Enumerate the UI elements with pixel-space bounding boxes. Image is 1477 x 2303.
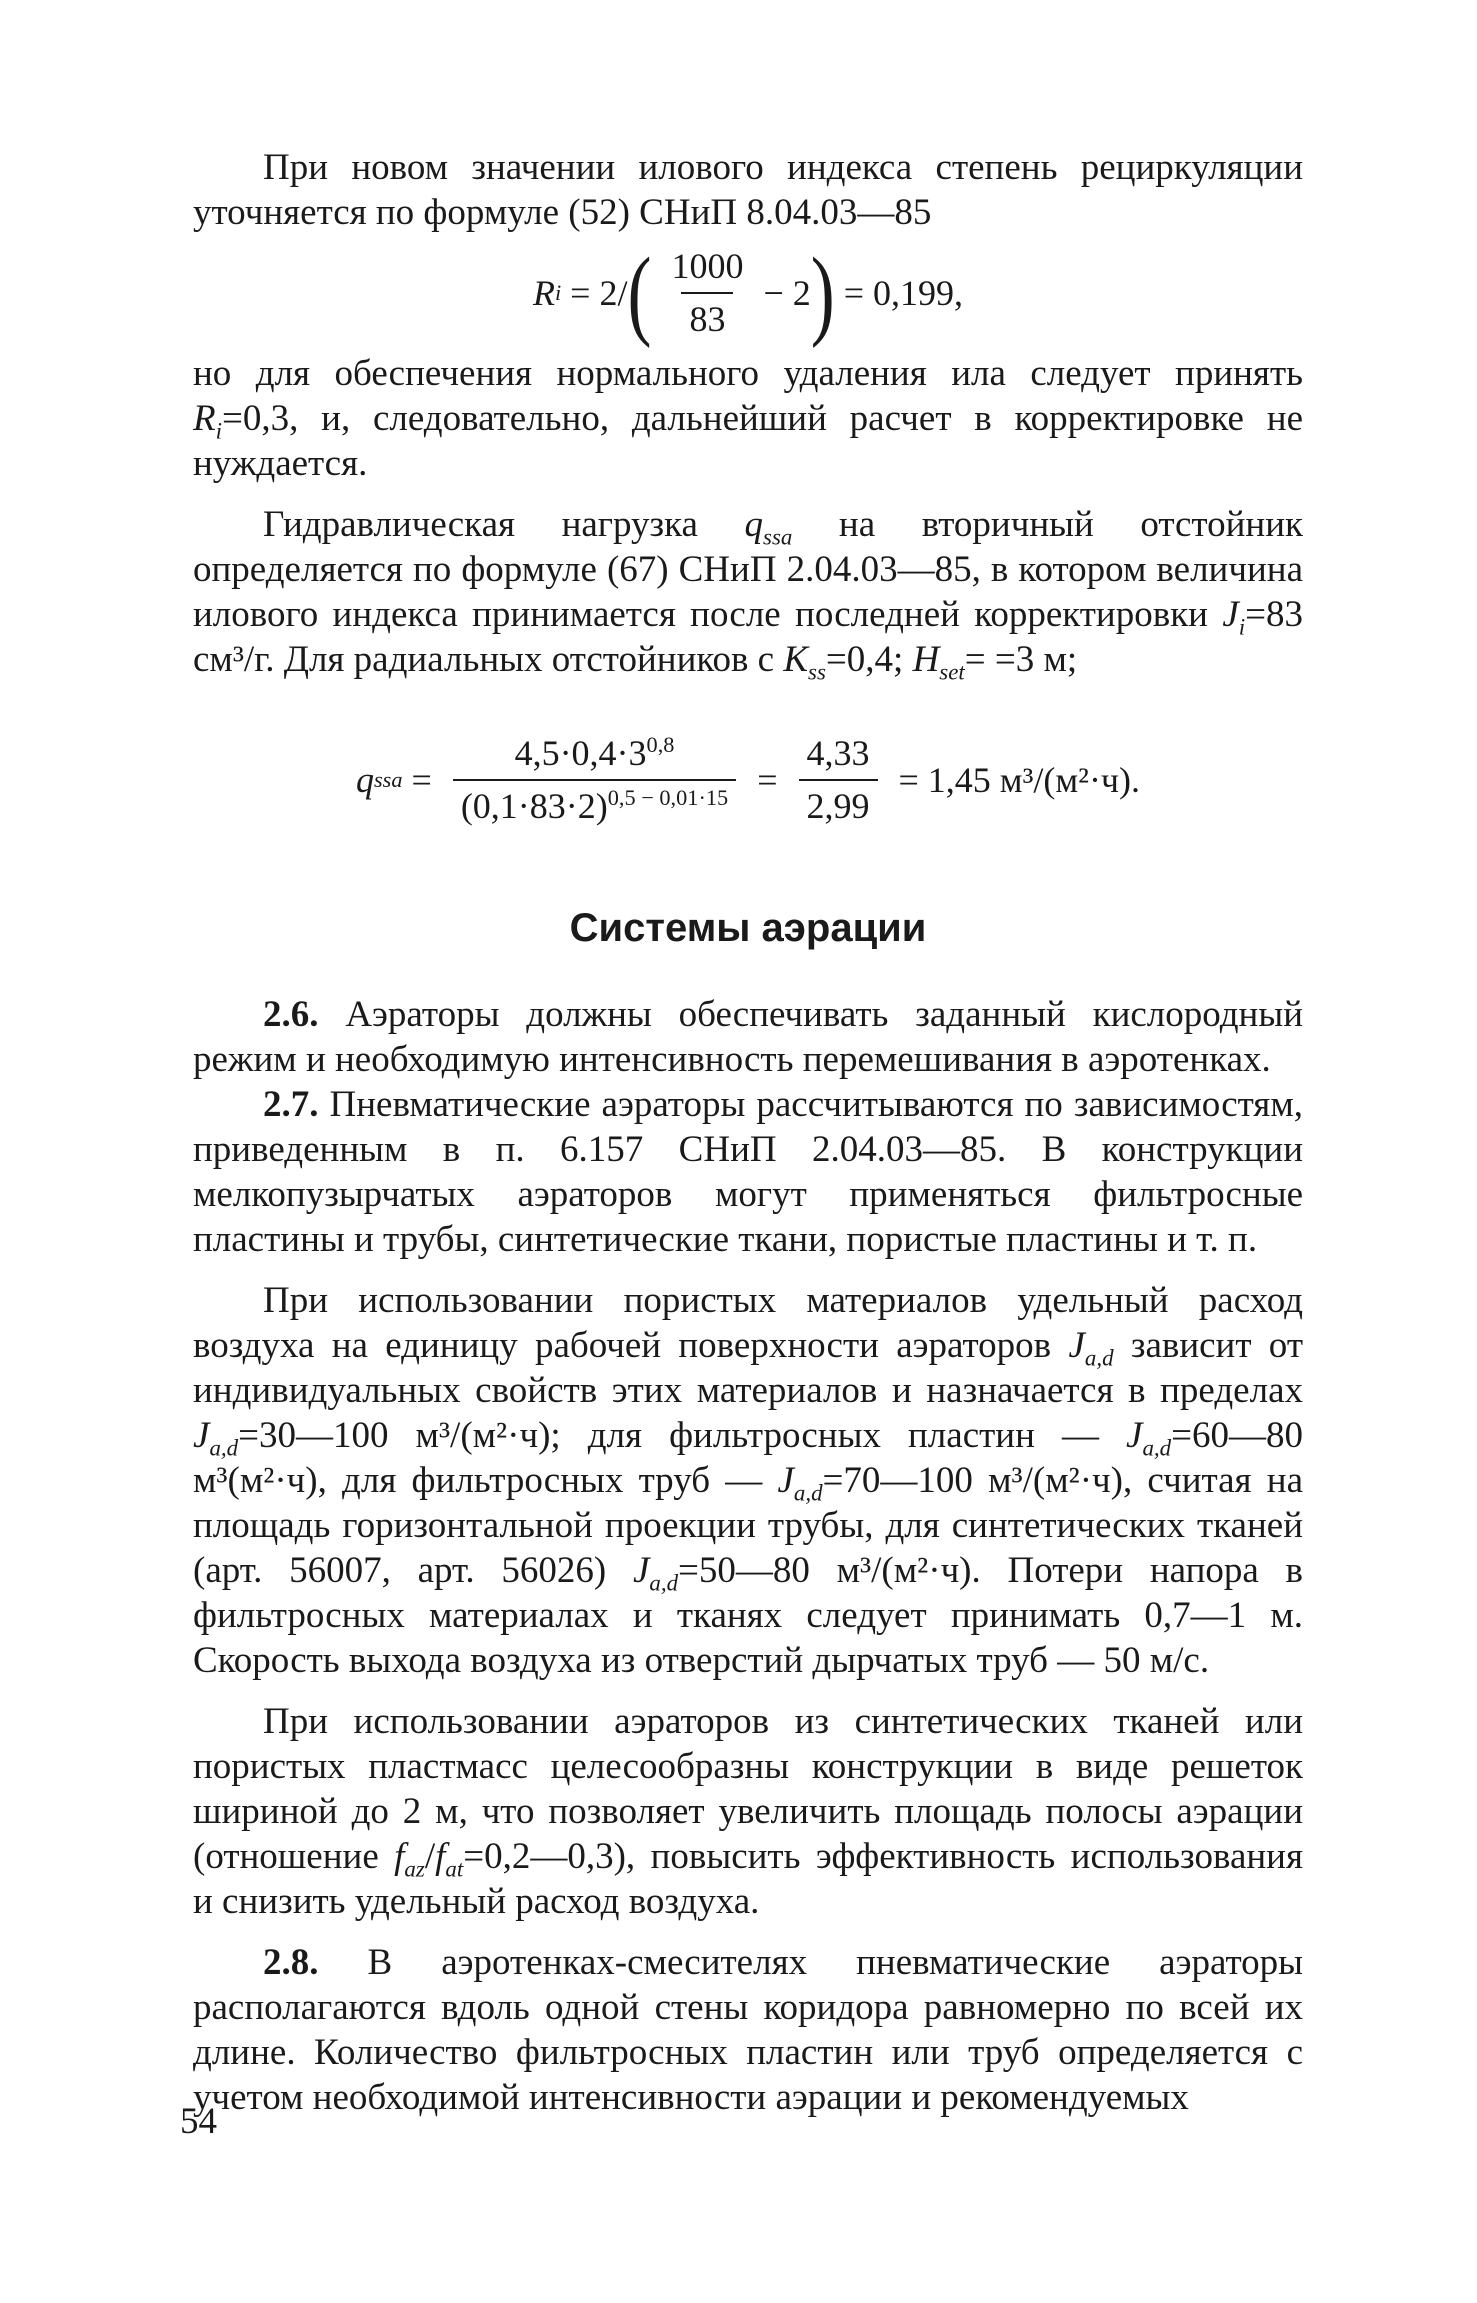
clause-number: 2.6.	[263, 994, 319, 1035]
symbol: a,d	[649, 1570, 679, 1596]
text: =60—80 м³(м²·ч), для фильтросных труб —	[193, 1415, 1303, 1501]
page-body	[193, 145, 1303, 2120]
symbol: f	[394, 1836, 405, 1877]
text: =0,2—0,3), повысить эффективность использования и снизить удельный расход воздуха.	[193, 1836, 1303, 1922]
formula-result: = 0,199,	[834, 272, 964, 313]
text: =30—100 м³/(м²·ч); для фильтросных пластин —	[238, 1415, 1127, 1456]
denominator	[453, 779, 736, 829]
text: на вторичный отстойник определяется по формуле (67) СНиП 2.04.03—85, в котором величина илового индекса принимается после последней корректировки	[193, 504, 1303, 635]
clause-number: 2.8.	[263, 1942, 319, 1983]
formula-text: =	[748, 759, 787, 800]
symbol: J	[1126, 1415, 1143, 1456]
symbol: i	[215, 418, 222, 444]
symbol: R	[532, 272, 555, 313]
text: =70—100 м³/(м²·ч), считая на площадь горизонтальной проекции трубы, для синтетических тканей (арт. 56007, арт. 56026)	[193, 1460, 1303, 1591]
paragraph-ri-accepted	[193, 351, 1303, 486]
clause-number: 2.7.	[263, 1084, 319, 1125]
page-number: 54	[180, 2101, 217, 2142]
section-heading: Системы аэрации	[569, 906, 927, 950]
clause-2-7	[193, 1082, 1303, 1262]
symbol: a,d	[1084, 1345, 1114, 1371]
symbol: f	[435, 1836, 446, 1877]
denominator-text: (0,1·83·2)	[460, 786, 608, 826]
denominator: 83	[681, 292, 733, 342]
symbol: q	[744, 504, 764, 545]
text: =50—80 м³/(м²·ч). Потери напора в фильтросных материалах и тканях следует принимать 0,7—1 м. Скорость выхода воздуха из отверстий дырчатых труб — 50 м/с.	[193, 1550, 1303, 1681]
formula-result: = 1,45 м³/(м²·ч).	[889, 759, 1141, 800]
formula-hydraulic-load	[193, 700, 1303, 860]
text: =0,3, и, следовательно, дальнейший расчет в корректировке не нуждается.	[193, 398, 1303, 484]
symbol: a,d	[1142, 1435, 1172, 1461]
text: При использовании пористых материалов удельный расход воздуха на единицу рабочей поверхности аэраторов	[193, 1280, 1303, 1366]
clause-2-8	[193, 1940, 1303, 2120]
fraction	[663, 244, 751, 342]
exponent: 0,8	[646, 732, 675, 757]
symbol: ss	[808, 659, 826, 685]
symbol: K	[783, 639, 809, 680]
symbol: R	[193, 398, 216, 439]
numerator: 4,33	[806, 733, 870, 773]
numerator-text: 4,5·0,4·3	[514, 733, 647, 773]
text: В аэротенках-смесителях пневматические аэраторы располагаются вдоль одной стены коридора равномерно по всей их длине. Количество фильтросных пластин или труб определяется с учетом необходимой интенсивности аэрации и рекомендуемых	[193, 1942, 1303, 2118]
formula-recirculation	[193, 235, 1303, 351]
bracket-open: (	[627, 237, 652, 349]
symbol: a,d	[209, 1435, 239, 1461]
text: зависит от индивидуальных свойств этих материалов и назначается в пределах	[193, 1325, 1303, 1411]
text: Пневматические аэраторы рассчитываются по зависимостям, приведенным в п. 6.157 СНиП 2.04.03—85. В конструкции мелкопузырчатых аэраторов могут применяться фильтросные пластины и трубы, синтетические ткани, пористые пластины и т. п.	[193, 1084, 1303, 1260]
text: Гидравлическая нагрузка	[263, 504, 745, 545]
symbol: set	[939, 659, 965, 685]
symbol: at	[445, 1856, 464, 1882]
text: При использовании аэраторов из синтетических тканей или пористых пластмасс целесообразны конструкции в виде решеток шириной до 2 м, что позволяет увеличить площадь полосы аэрации (отношение	[193, 1701, 1303, 1877]
text: Аэраторы должны обеспечивать заданный кислородный режим и необходимую интенсивность перемешивания в аэротенках.	[193, 994, 1303, 1080]
numerator	[507, 731, 683, 779]
formula-text: − 2	[763, 272, 811, 313]
symbol: a,d	[793, 1480, 823, 1506]
clause-2-6	[193, 992, 1303, 1082]
text: =0,4;	[825, 639, 913, 680]
symbol: J	[193, 1415, 210, 1456]
text: =83 см³/г. Для радиальных отстойников с	[193, 594, 1303, 680]
symbol: q	[355, 759, 374, 800]
symbol: ssa	[763, 524, 793, 550]
formula-text: = 2/	[561, 272, 628, 313]
symbol: az	[404, 1856, 425, 1882]
numerator: 1000	[671, 246, 744, 286]
symbol: i	[1238, 614, 1246, 640]
paragraph-porous-materials	[193, 1278, 1303, 1683]
paragraph-recirculation	[193, 145, 1303, 235]
formula-text: =	[402, 759, 441, 800]
text: При новом значении илового индекса степень рециркуляции уточняется по формуле (52) СНиП 8.04.03—85	[193, 147, 1303, 233]
denominator: 2,99	[799, 779, 878, 829]
symbol: J	[1222, 594, 1239, 635]
symbol: J	[777, 1460, 794, 1501]
symbol: H	[912, 639, 940, 680]
fraction-simplified	[799, 731, 878, 829]
symbol: J	[632, 1550, 650, 1591]
paragraph-synthetic-fabrics: При использовании аэраторов из синтетических тканей или пористых пластмасс целесообразны конструкции в виде решеток шириной до 2 м, что позволяет увеличить площадь полосы аэрации (отношение $f_{az}/f_{at}=0,2—0,3$), повысить эффективность использования и снизить удельный расход воздуха.	[193, 1701, 1303, 1922]
fraction-main	[453, 731, 736, 829]
bracket-close: )	[810, 237, 835, 349]
text: = =3 м;	[964, 639, 1078, 680]
paragraph-hydraulic-load	[193, 502, 1303, 685]
symbol: ssa	[373, 767, 403, 792]
text: но для обеспечения нормального удаления ила следует принять	[193, 353, 1303, 394]
symbol: J	[1068, 1325, 1085, 1366]
symbol: i	[554, 280, 562, 305]
exponent: 0,5 − 0,01·15	[607, 785, 729, 810]
